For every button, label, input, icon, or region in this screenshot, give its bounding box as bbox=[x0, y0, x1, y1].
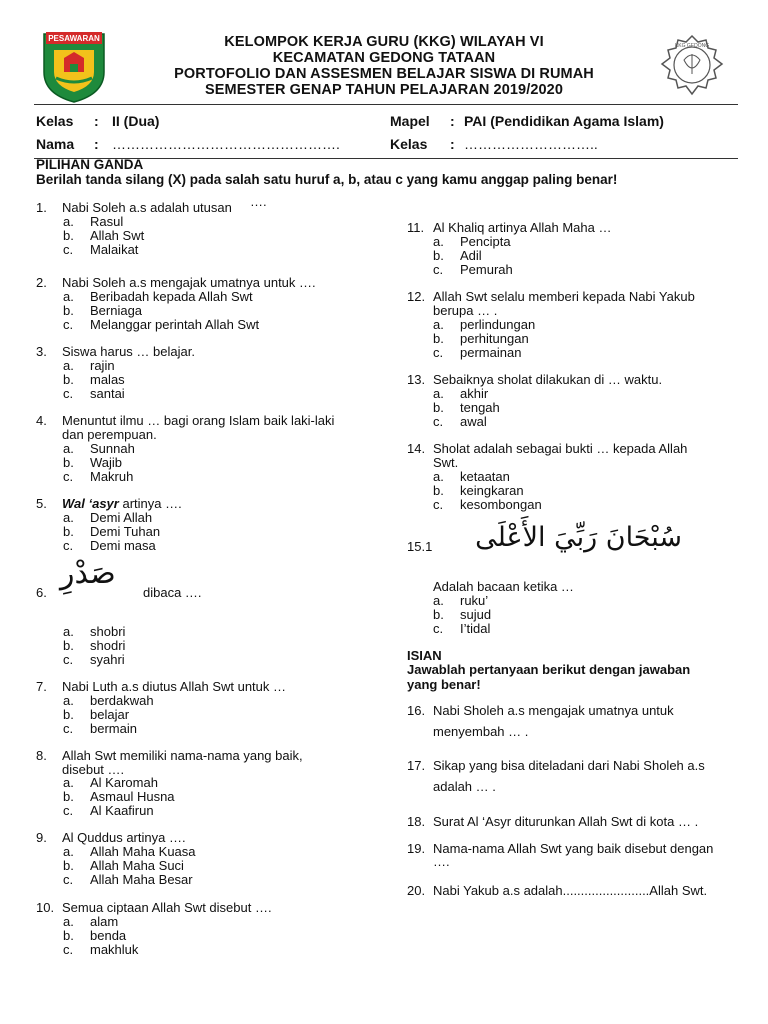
question-blank: …. bbox=[250, 194, 267, 209]
kelas-value: II (Dua) bbox=[112, 113, 160, 129]
pilihan-ganda-instruction: Berilah tanda silang (X) pada salah satu huruf a, b, atau c yang kamu anggap paling benar! bbox=[36, 172, 618, 187]
nama-label: Nama bbox=[36, 136, 75, 152]
isian-instruction-1: Jawablah pertanyaan berikut dengan jawaban bbox=[407, 662, 691, 677]
question-6-text: dibaca …. bbox=[143, 585, 202, 600]
mapel-colon: : bbox=[450, 113, 455, 129]
header-line-4: SEMESTER GENAP TAHUN PELAJARAN 2019/2020 bbox=[204, 82, 563, 98]
question-number: 1. bbox=[36, 200, 47, 215]
header-line-1: KELOMPOK KERJA GURU (KKG) WILAYAH VI bbox=[224, 34, 544, 50]
nama-field[interactable]: …………………………………………. bbox=[112, 136, 340, 152]
mapel-label: Mapel bbox=[390, 113, 430, 129]
pilihan-ganda-title: PILIHAN GANDA bbox=[36, 157, 144, 172]
question-text: Nabi Soleh a.s adalah utusan bbox=[62, 200, 232, 215]
kelas2-label: Kelas bbox=[390, 136, 428, 152]
kelas-colon: : bbox=[94, 113, 99, 129]
header-line-2: KECAMATAN GEDONG TATAAN bbox=[272, 50, 496, 66]
header-divider bbox=[34, 104, 738, 105]
isian-title: ISIAN bbox=[407, 648, 442, 663]
nama-colon: : bbox=[94, 136, 99, 152]
mapel-value: PAI (Pendidikan Agama Islam) bbox=[464, 113, 664, 129]
isian-instruction-2: yang benar! bbox=[407, 677, 481, 692]
kkg-stamp-logo bbox=[652, 32, 732, 100]
arabic-phrase-image: سُبْحَانَ رَبِّيَ الأَعْلَى bbox=[475, 522, 682, 553]
svg-text:KKG GEDONG: KKG GEDONG bbox=[674, 43, 710, 49]
kelas2-field[interactable]: ……………………….. bbox=[464, 136, 598, 152]
kelas-label: Kelas bbox=[36, 113, 74, 129]
svg-text:PESAWARAN: PESAWARAN bbox=[48, 34, 100, 43]
question-15-text: Adalah bacaan ketika … bbox=[433, 579, 574, 594]
header-line-3: PORTOFOLIO DAN ASSESMEN BELAJAR SISWA DI RUMAH bbox=[174, 66, 594, 82]
kelas2-colon: : bbox=[450, 136, 455, 152]
question-italic-term: Wal ‘asyr bbox=[62, 496, 119, 511]
arabic-word-image: صَدْرِ bbox=[60, 556, 116, 591]
